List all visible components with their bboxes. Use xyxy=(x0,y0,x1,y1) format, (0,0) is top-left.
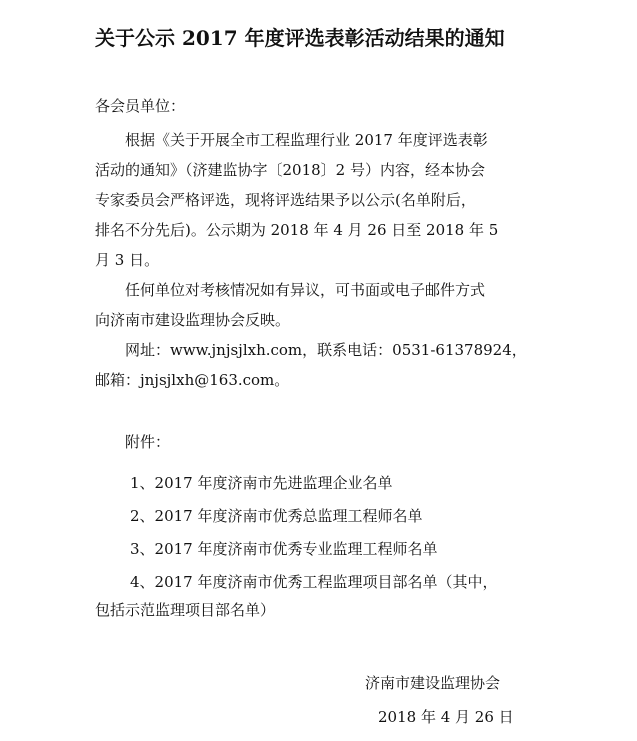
paragraph-announcement xyxy=(95,125,565,275)
paragraph-line: 排名不分先后)。公示期为 2018 年 4 月 26 日至 2018 年 5 xyxy=(95,221,499,239)
paragraph-line: 月 3 日。 xyxy=(95,251,160,269)
notice-body xyxy=(95,125,565,395)
paragraph-line: 专家委员会严格评选，现将评选结果予以公示(名单附后， xyxy=(95,191,476,209)
signature-organization: 济南市建设监理协会 xyxy=(365,674,501,692)
attachment-item: 1、2017 年度济南市先进监理企业名单 xyxy=(130,474,393,492)
paragraph-line: 任何单位对考核情况如有异议，可书面或电子邮件方式 xyxy=(125,281,486,299)
signature-date: 2018 年 4 月 26 日 xyxy=(378,708,514,726)
paragraph-line: 根据《关于开展全市工程监理行业 2017 年度评选表彰 xyxy=(125,131,488,149)
paragraph-contact xyxy=(95,335,565,395)
attachment-item: 3、2017 年度济南市优秀专业监理工程师名单 xyxy=(130,540,438,558)
attachment-item-continuation: 包括示范监理项目部名单） xyxy=(95,601,276,619)
salutation: 各会员单位： xyxy=(95,97,186,115)
paragraph-line: 向济南市建设监理协会反映。 xyxy=(95,311,291,329)
paragraph-objection xyxy=(95,275,565,335)
attachments-section xyxy=(95,432,565,625)
contact-email: 邮箱：jnjsjlxh@163.com。 xyxy=(95,371,290,389)
attachment-item: 2、2017 年度济南市优秀总监理工程师名单 xyxy=(130,507,423,525)
attachment-item: 4、2017 年度济南市优秀工程监理项目部名单（其中， xyxy=(130,573,498,591)
paragraph-line: 活动的通知》（济建监协字〔2018〕2 号）内容，经本协会 xyxy=(95,161,485,179)
contact-website-phone: 网址：www.jnjsjlxh.com，联系电话：0531-61378924， xyxy=(125,341,527,359)
attachments-label: 附件： xyxy=(125,433,171,451)
notice-title: 关于公示 2017 年度评选表彰活动结果的通知 xyxy=(95,26,505,50)
